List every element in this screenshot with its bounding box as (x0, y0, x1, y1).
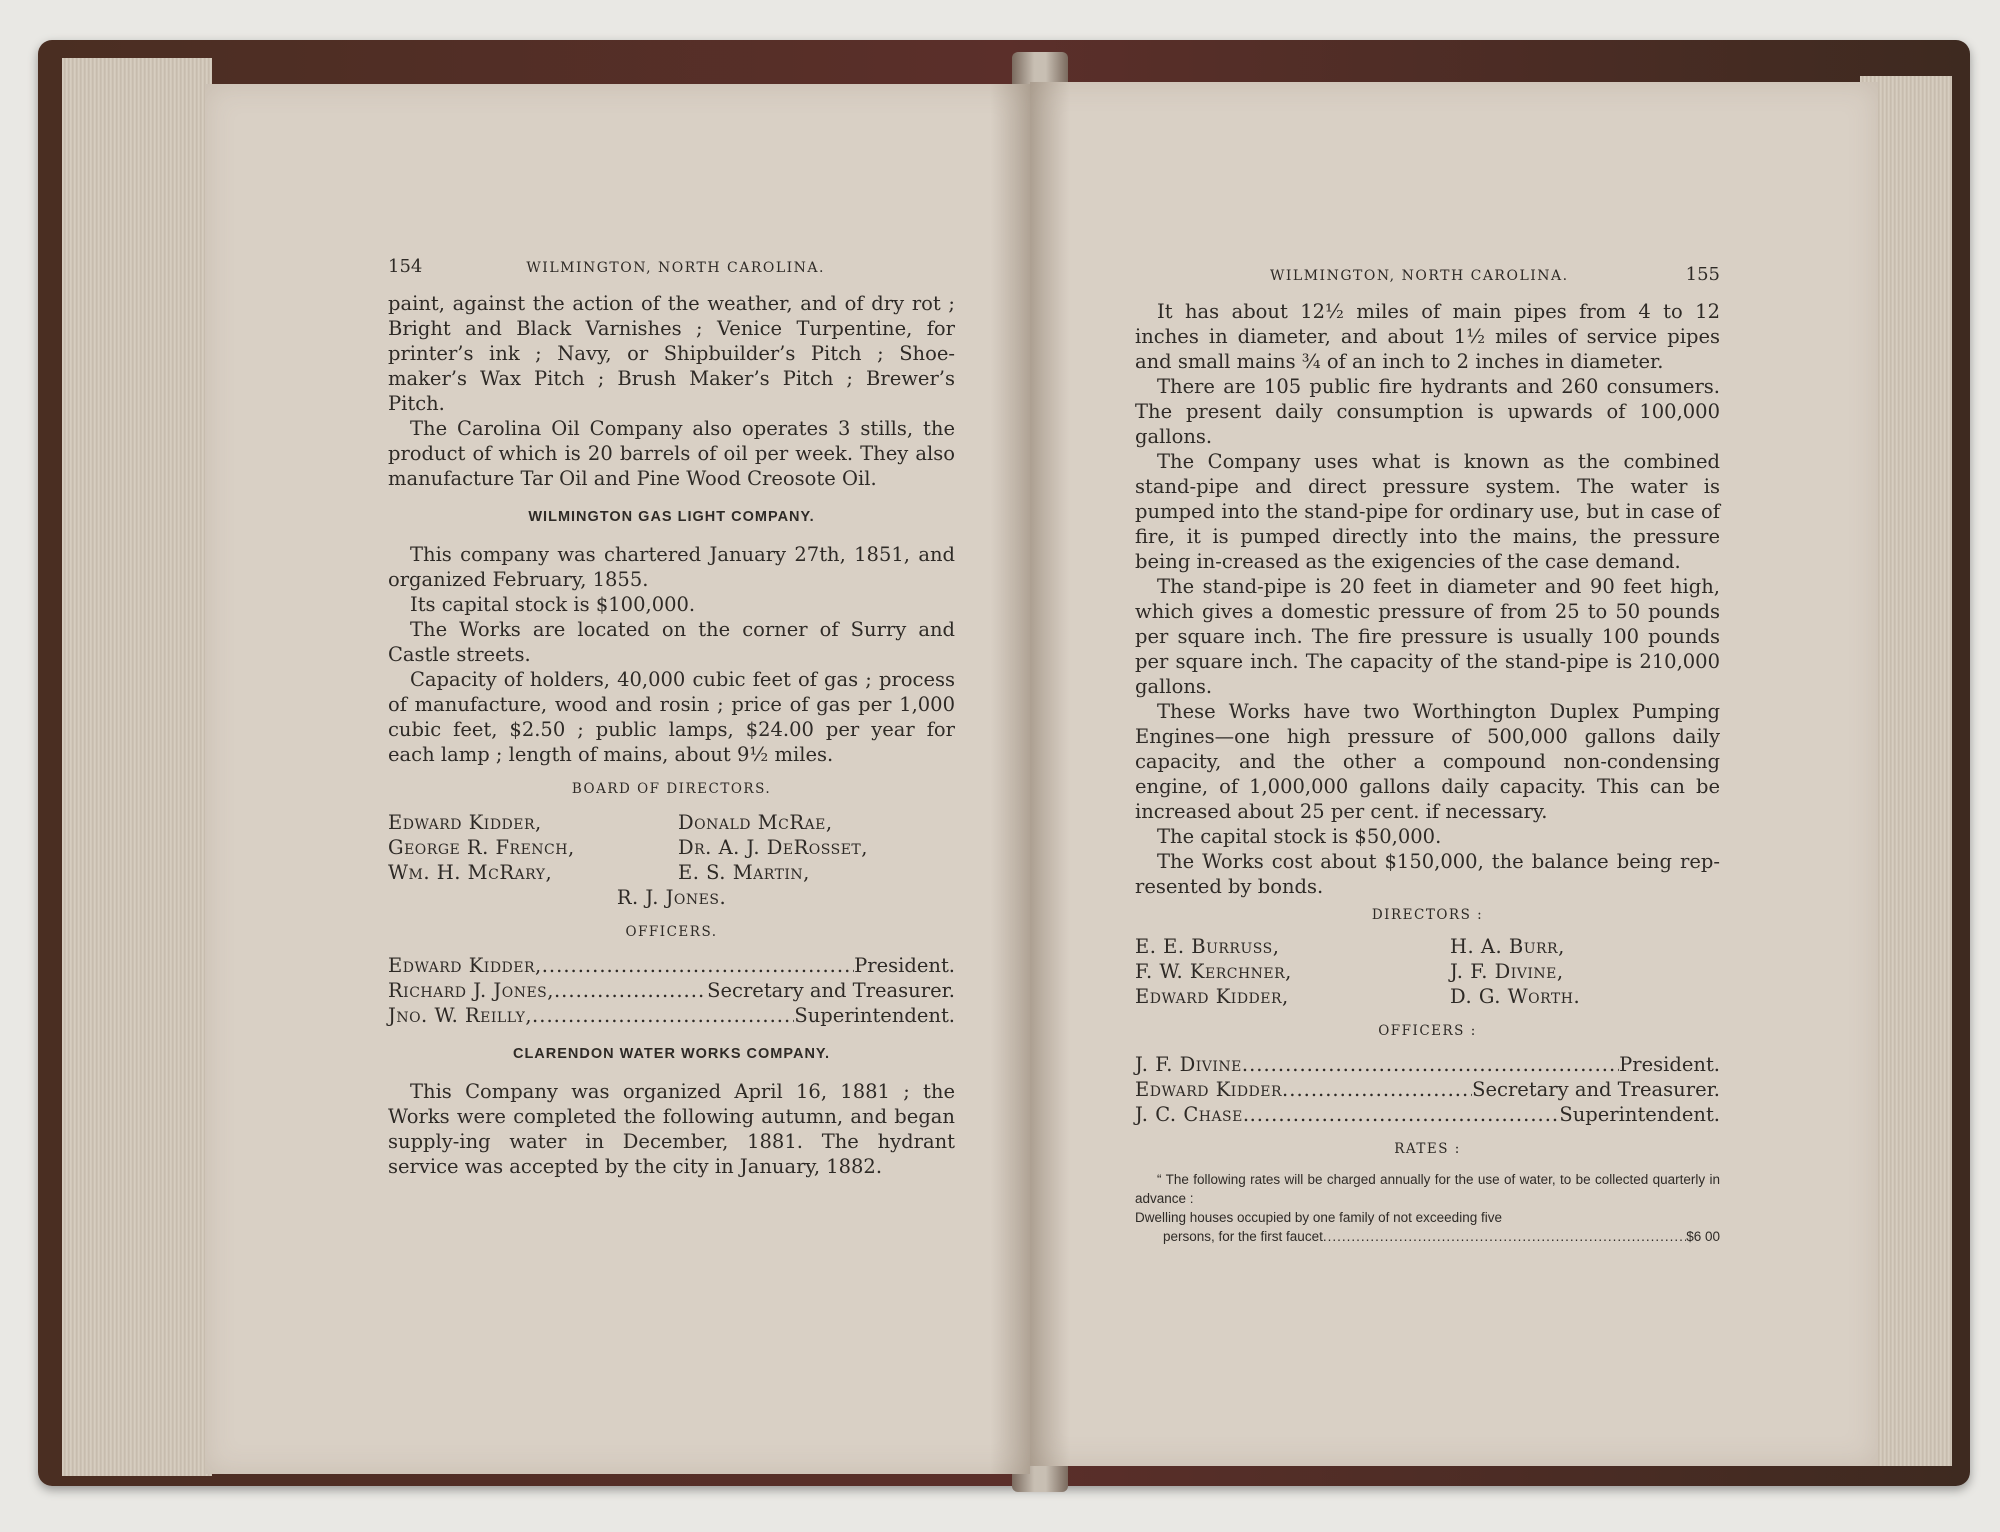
director-name: E. S. Martin, (678, 861, 810, 884)
water-paragraph: This Company was organized April 16, 1881 ; the Works were completed the following autumn, and began supply-ing water in December, 1881. The hydrant service was accepted by the city in January, 1882. (388, 1080, 955, 1178)
gas-paragraph: The Works are located on the corner of Surry and Castle streets. (388, 618, 955, 666)
officers-heading: OFFICERS : (1378, 1023, 1477, 1039)
directors-list (1135, 934, 1720, 1009)
right-paragraph: The Works cost about $150,000, the balance being rep-resented by bonds. (1135, 850, 1720, 898)
director-name: Dr. A. J. DeRosset, (678, 836, 868, 859)
gas-paragraph: Its capital stock is $100,000. (410, 593, 696, 616)
left-text-column (388, 254, 955, 1179)
left-page (205, 84, 1030, 1474)
officer-row (1135, 1077, 1720, 1102)
director-name: J. F. Divine, (1450, 960, 1564, 983)
left-running-title: WILMINGTON, NORTH CAROLINA. (526, 260, 825, 276)
officer-name: Jno. W. Reilly, (388, 1004, 533, 1027)
board-heading: BOARD OF DIRECTORS. (571, 781, 772, 797)
right-page-number: 155 (1685, 264, 1720, 285)
rates-item-line1: Dwelling houses occupied by one family of not exceeding five (1135, 1210, 1502, 1225)
rates-intro: “ The following rates will be charged annually for the use of water, to be collected quarterly in advance : (1135, 1172, 1720, 1206)
director-name: George R. French, (388, 836, 575, 859)
officer-name: Richard J. Jones, (388, 979, 554, 1002)
rates-item-line2: persons, for the first faucet (1163, 1229, 1323, 1244)
right-paragraph: The capital stock is $50,000. (1157, 825, 1442, 848)
officer-row (1135, 1102, 1720, 1127)
officer-title: President. (1619, 1053, 1720, 1076)
directors-heading: DIRECTORS : (1371, 907, 1484, 923)
officer-title: Superintendent. (1559, 1103, 1720, 1126)
right-running-head (1135, 262, 1720, 289)
officer-title: Superintendent. (794, 1004, 955, 1027)
officer-title: Secretary and Treasurer. (1472, 1078, 1720, 1101)
left-paragraph: paint, against the action of the weather, and of dry rot ; Bright and Black Varnishes ; Venice Turpentine, for printer’s ink ; Navy, or Shipbuilder’s Pitch ; Shoe-maker’s Wax Pitch ; Brush Maker’s Pitch ; Brewer’s Pitch. (388, 292, 955, 415)
director-name: F. W. Kerchner, (1135, 960, 1292, 983)
right-paragraph: The Company uses what is known as the combined stand-pipe and direct pressure system. The water is pumped into the stand-pipe for ordinary use, but in case of fire, it is pumped directly into the mains, the pressure being in-creased as the exigencies of the case demand. (1135, 450, 1720, 573)
right-page (1030, 82, 1878, 1466)
director-name: Edward Kidder, (1135, 985, 1289, 1008)
officer-title: Secretary and Treasurer. (707, 979, 955, 1002)
director-name: H. A. Burr, (1450, 935, 1565, 958)
left-running-head (388, 254, 955, 281)
officer-title: President. (854, 954, 955, 977)
right-text-column (1135, 262, 1720, 1246)
officer-name: Edward Kidder (1135, 1078, 1283, 1101)
water-company-heading: CLARENDON WATER WORKS COMPANY. (512, 1046, 831, 1062)
officer-name: Edward Kidder, (388, 954, 542, 977)
officers-heading: OFFICERS. (625, 924, 718, 940)
director-name: E. E. Burruss, (1135, 935, 1280, 958)
right-paragraph: It has about 12½ miles of main pipes from 4 to 12 inches in diameter, and about 1½ miles of service pipes and small mains ¾ of an inch to 2 inches in diameter. (1135, 300, 1720, 373)
right-paragraph: The stand-pipe is 20 feet in diameter and 90 feet high, which gives a domestic pressure of from 25 to 50 pounds per square inch. The fire pressure is usually 100 pounds per square inch. The capacity of the stand-pipe is 210,000 gallons. (1135, 575, 1720, 698)
officer-row (1135, 1052, 1720, 1077)
officer-row (388, 978, 955, 1003)
rates-item-row (1135, 1227, 1720, 1246)
right-paragraph: These Works have two Worthington Duplex Pumping Engines—one high pressure of 500,000 gallons daily capacity, and the other a compound non-condensing engine, of 1,000,000 gallons daily capacity. This can be increased about 25 per cent. if necessary. (1135, 700, 1720, 823)
rates-item-price: $6 00 (1686, 1229, 1720, 1244)
gas-paragraph: Capacity of holders, 40,000 cubic feet of gas ; process of manufacture, wood and rosin ; price of gas per 1,000 cubic feet, $2.50 ; public lamps, $24.00 per year for each lamp ; length of mains, about 9½ miles. (388, 668, 955, 766)
right-paragraph: There are 105 public fire hydrants and 260 consumers. The present daily consumption is upwards of 100,000 gallons. (1135, 375, 1720, 448)
director-name: Edward Kidder, (388, 811, 542, 834)
director-name: R. J. Jones. (616, 886, 727, 909)
director-name: Donald McRae, (678, 811, 833, 834)
board-list (388, 810, 955, 885)
officer-row (388, 953, 955, 978)
page-edges-left (62, 58, 212, 1476)
right-running-title: WILMINGTON, NORTH CAROLINA. (1270, 268, 1569, 284)
officer-name: J. F. Divine (1135, 1053, 1242, 1076)
left-page-number: 154 (388, 256, 423, 277)
officer-name: J. C. Chase. (1135, 1103, 1250, 1126)
director-name: Wm. H. McRary, (388, 861, 553, 884)
gas-paragraph: This company was chartered January 27th, 1851, and organized February, 1855. (388, 543, 955, 591)
left-paragraph: The Carolina Oil Company also operates 3 stills, the product of which is 20 barrels of oil per week. They also manufacture Tar Oil and Pine Wood Creosote Oil. (388, 417, 955, 490)
officer-row (388, 1003, 955, 1028)
gas-company-heading: WILMINGTON GAS LIGHT COMPANY. (528, 509, 815, 525)
director-name: D. G. Worth. (1450, 985, 1581, 1008)
rates-heading: RATES : (1394, 1141, 1461, 1157)
